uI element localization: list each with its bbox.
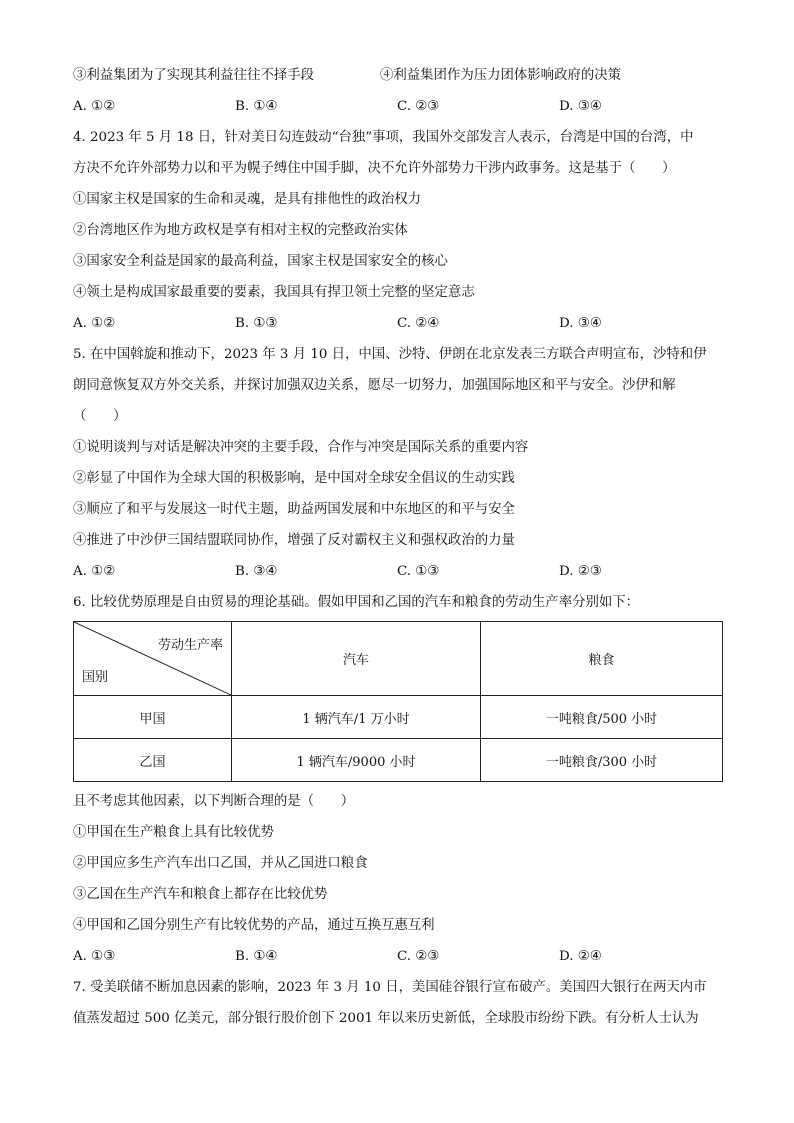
q5-option-a[interactable]: A. ①② (73, 564, 116, 579)
row-grain-value: 一吨粮食/300 小时 (481, 739, 723, 782)
corner-label-productivity: 劳动生产率 (157, 638, 223, 653)
q4-option-a[interactable]: A. ①② (73, 316, 116, 331)
q5-option-c[interactable]: C. ①③ (397, 564, 440, 579)
q6-options (73, 941, 723, 972)
q4-stem-line-2: 方决不允许外部势力以和平为幌子缚住中国手脚，决不允许外部势力干涉内政事务。这是基于（ ） (73, 161, 676, 176)
q6-item-2: ②甲国应多生产汽车出口乙国，并从乙国进口粮食 (73, 856, 368, 871)
q6-item-1: ①甲国在生产粮食上具有比较优势 (73, 825, 274, 840)
q6-item-4: ④甲国和乙国分别生产有比较优势的产品，通过互换互惠互利 (73, 918, 435, 933)
column-header-car: 汽车 (232, 622, 481, 696)
q4-item-3: ③国家安全利益是国家的最高利益，国家主权是国家安全的核心 (73, 254, 448, 269)
q4-option-b[interactable]: B. ①③ (235, 316, 278, 331)
q5-stem-line-3: （ ） (73, 409, 127, 424)
q4-item-4: ④领土是构成国家最重要的要素，我国具有捍卫领土完整的坚定意志 (73, 285, 475, 300)
q7-stem-line-2: 值蒸发超过 500 亿美元，部分银行股价创下 2001 年以来历史新低，全球股市纷纷下跌。有分析人士认为 (73, 1011, 699, 1026)
corner-label-country: 国别 (82, 670, 109, 685)
q7-stem-line-1: 7. 受美联储不断加息因素的影响，2023 年 3 月 10 日，美国硅谷银行宣布破产。美国四大银行在两天内市 (73, 980, 707, 995)
q5-stem-line-1: 5. 在中国斡旋和推动下，2023 年 3 月 10 日，中国、沙特、伊朗在北京发表三方联合声明宣布，沙特和伊 (73, 347, 707, 362)
productivity-table (73, 621, 723, 782)
table-row (74, 696, 723, 739)
exam-page (73, 60, 723, 1034)
q3-items-row (73, 60, 723, 91)
q3-option-b[interactable]: B. ①④ (235, 99, 278, 114)
q3-options (73, 91, 723, 122)
q3-option-a[interactable]: A. ①② (73, 99, 116, 114)
row-country: 乙国 (74, 739, 232, 782)
q6-item-3: ③乙国在生产汽车和粮食上都存在比较优势 (73, 887, 328, 902)
q6-stem: 6. 比较优势原理是自由贸易的理论基础。假如甲国和乙国的汽车和粮食的劳动生产率分别如下： (73, 595, 640, 610)
q4-item-1: ①国家主权是国家的生命和灵魂，是具有排他性的政治权力 (73, 192, 422, 207)
row-car-value: 1 辆汽车/9000 小时 (232, 739, 481, 782)
q4-option-c[interactable]: C. ②④ (397, 316, 440, 331)
q6-option-b[interactable]: B. ①④ (235, 949, 278, 964)
q3-item-3: ③利益集团为了实现其利益往往不择手段 (73, 68, 315, 83)
table-row (74, 739, 723, 782)
q5-options (73, 556, 723, 587)
row-country: 甲国 (74, 696, 232, 739)
q4-options (73, 308, 723, 339)
q5-item-1: ①说明谈判与对话是解决冲突的主要手段，合作与冲突是国际关系的重要内容 (73, 440, 529, 455)
q5-item-2: ②彰显了中国作为全球大国的积极影响，是中国对全球安全倡议的生动实践 (73, 471, 515, 486)
q3-option-c[interactable]: C. ②③ (397, 99, 440, 114)
q5-stem-line-2: 朗同意恢复双方外交关系，并探讨加强双边关系，愿尽一切努力，加强国际地区和平与安全。沙伊和解 (73, 378, 676, 393)
q4-item-2: ②台湾地区作为地方政权是享有相对主权的完整政治实体 (73, 223, 408, 238)
q5-item-3: ③顺应了和平与发展这一时代主题，助益两国发展和中东地区的和平与安全 (73, 502, 515, 517)
q3-option-d[interactable]: D. ③④ (559, 99, 602, 114)
q6-follow-text: 且不考虑其他因素，以下判断合理的是（ ） (73, 794, 355, 809)
q3-item-4: ④利益集团作为压力团体影响政府的决策 (380, 68, 622, 83)
table-header-row (74, 622, 723, 696)
q6-option-d[interactable]: D. ②④ (559, 949, 602, 964)
q5-option-d[interactable]: D. ②③ (559, 564, 602, 579)
q6-option-a[interactable]: A. ①③ (73, 949, 116, 964)
row-car-value: 1 辆汽车/1 万小时 (232, 696, 481, 739)
row-grain-value: 一吨粮食/500 小时 (481, 696, 723, 739)
q4-stem-line-1: 4. 2023 年 5 月 18 日，针对美日勾连鼓动“台独”事项，我国外交部发言人表示，台湾是中国的台湾，中 (73, 130, 694, 145)
q5-item-4: ④推进了中沙伊三国结盟联同协作，增强了反对霸权主义和强权政治的力量 (73, 533, 515, 548)
q4-option-d[interactable]: D. ③④ (559, 316, 602, 331)
q6-option-c[interactable]: C. ②③ (397, 949, 440, 964)
table-corner-cell (74, 622, 232, 696)
column-header-grain: 粮食 (481, 622, 723, 696)
q5-option-b[interactable]: B. ③④ (235, 564, 278, 579)
